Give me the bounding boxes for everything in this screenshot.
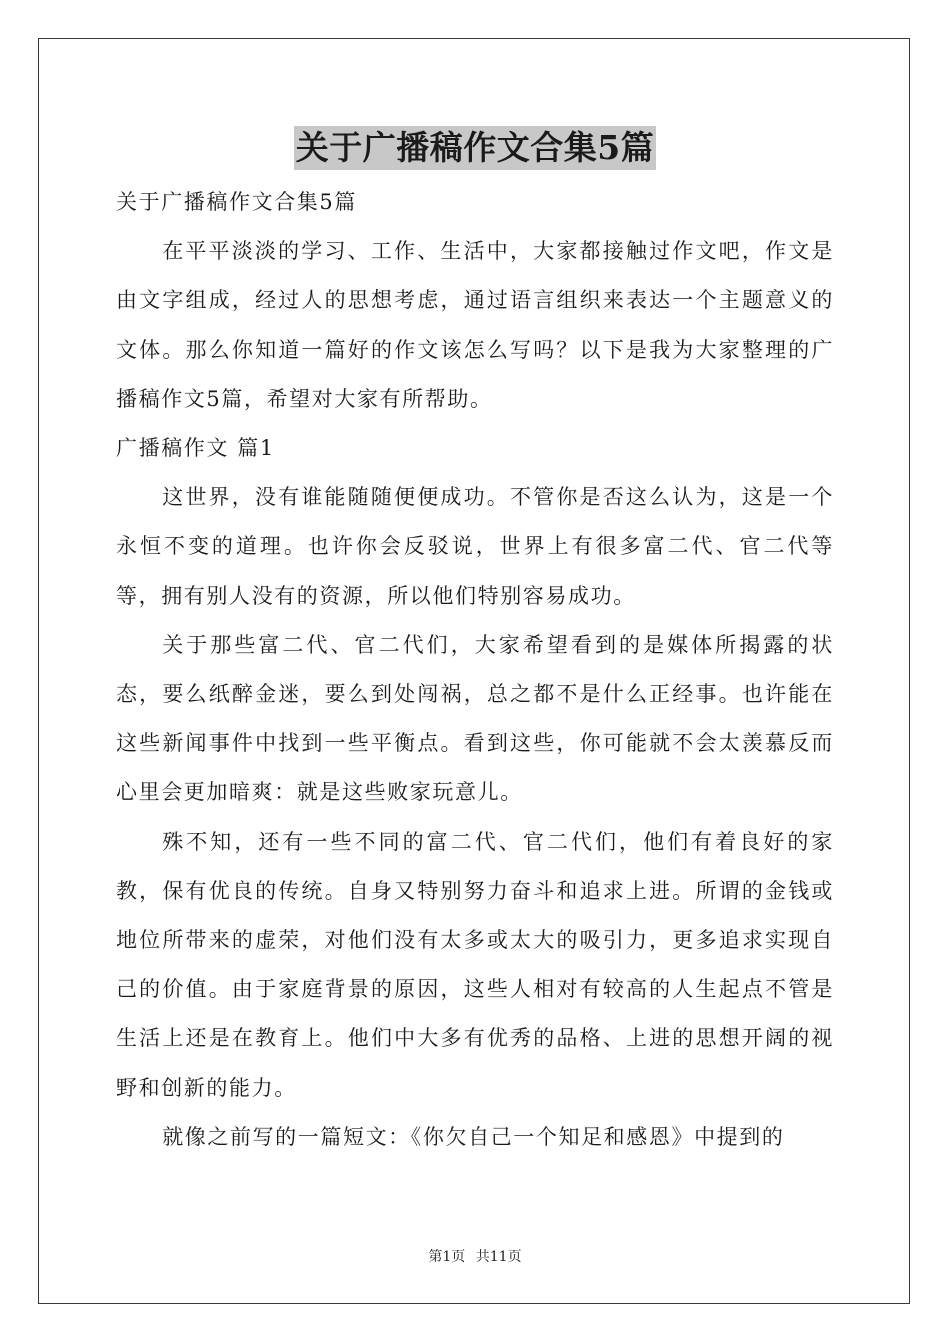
page-number: 第1页 <box>428 1249 466 1265</box>
document-body <box>116 178 834 1162</box>
paragraph: 这世界，没有谁能随随便便成功。不管你是否这么认为，这是一个永恒不变的道理。也许你会反驳说，世界上有很多富二代、官二代等等，拥有别人没有的资源，所以他们特别容易成功。 <box>116 485 834 608</box>
page-footer <box>0 1246 950 1266</box>
paragraph: 关于那些富二代、官二代们，大家希望看到的是媒体所揭露的状态，要么纸醉金迷，要么到处闯祸，总之都不是什么正经事。也许能在这些新闻事件中找到一些平衡点。看到这些，你可能就不会太羡慕反而心里会更加暗爽：就是这些败家玩意儿。 <box>116 632 834 805</box>
paragraph: 就像之前写的一篇短文：《你欠自己一个知足和感恩》中提到的 <box>162 1124 785 1149</box>
document-title: 关于广播稿作文合集5篇 <box>294 126 656 170</box>
paragraph: 关于广播稿作文合集5篇 <box>116 190 357 214</box>
section-heading: 广播稿作文 篇1 <box>116 436 275 461</box>
paragraph: 殊不知，还有一些不同的富二代、官二代们，他们有着良好的家教，保有优良的传统。自身又特别努力奋斗和追求上进。所谓的金钱或地位所带来的虚荣，对他们没有太多或太大的吸引力，更多追求实现自己的价值。由于家庭背景的原因，这些人相对有较高的人生起点不管是生活上还是在教育上。他们中大多有优秀的品格、上进的思想开阔的视野和创新的能力。 <box>116 829 834 1100</box>
title-wrap <box>0 126 950 170</box>
page-total: 共11页 <box>475 1249 522 1265</box>
paragraph: 在平平淡淡的学习、工作、生活中，大家都接触过作文吧，作文是由文字组成，经过人的思想考虑，通过语言组织来表达一个主题意义的文体。那么你知道一篇好的作文该怎么写吗？以下是我为大家整理的广播稿作文5篇，希望对大家有所帮助。 <box>116 239 834 411</box>
